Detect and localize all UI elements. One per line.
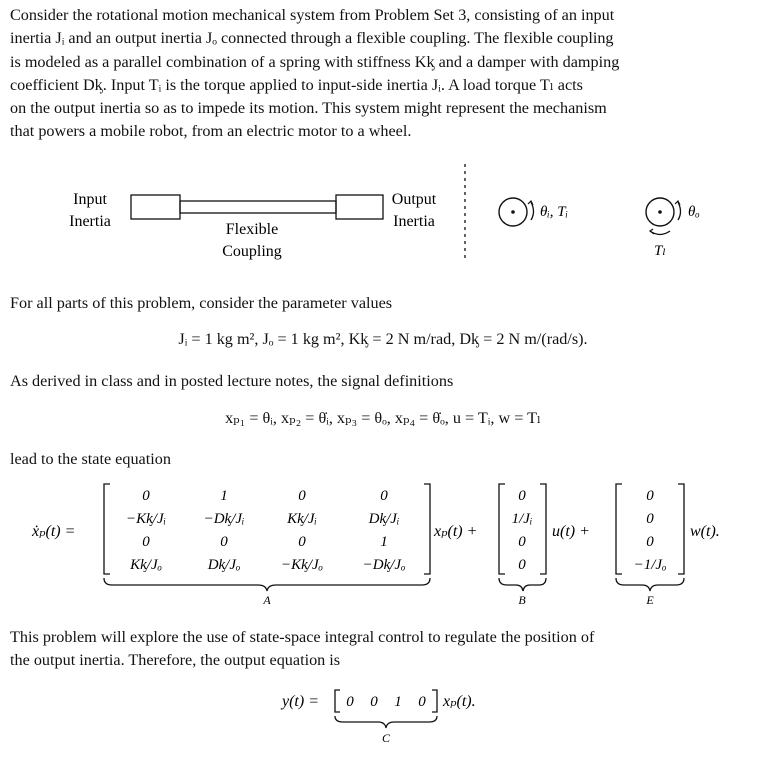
matrix-A-cell: 1	[380, 534, 388, 550]
matrix-A-cell: Kᶄ/Jₒ	[130, 557, 162, 573]
matrix-C-label: C	[381, 731, 391, 745]
vector-E-cell: 0	[646, 511, 654, 527]
matrix-A-cell: 0	[298, 488, 306, 504]
output-eq-lhs: y(t) =	[282, 693, 319, 710]
matrix-C-cell: 1	[394, 694, 402, 710]
matrix-C-left-bracket	[335, 690, 340, 712]
intro-line-5: on the output inertia so as to impede its motion. This system might represent the mechanism	[10, 99, 607, 118]
matrix-A-left-bracket	[104, 484, 110, 574]
matrix-A-underbrace	[104, 578, 430, 591]
params-equation: Jᵢ = 1 kg m², Jₒ = 1 kg m², Kᶄ = 2 N m/rad, Dᶄ = 2 N m/(rad/s).	[178, 330, 588, 348]
input-inertia-box	[131, 195, 180, 219]
matrix-A-cell: −Dᶄ/Jₒ	[362, 557, 406, 573]
output-equation	[0, 682, 766, 762]
vector-E-left-bracket	[616, 484, 622, 574]
vector-E-label: E	[646, 593, 654, 607]
vector-B-cell: 0	[518, 557, 526, 573]
input-rotation-arrowhead-icon	[528, 201, 533, 205]
matrix-A-label: A	[263, 593, 271, 607]
vector-B-cell: 1/Jᵢ	[511, 511, 533, 527]
vector-E-cell: 0	[646, 488, 654, 504]
intro-line-4: coefficient Dᶄ. Input Tᵢ is the torque applied to input-side inertia Jᵢ. A load torque Tₗ acts	[10, 75, 583, 94]
input-inertia-label-2: Inertia	[69, 213, 111, 230]
output-inertia-label-1: Output	[391, 191, 437, 208]
closing-paragraph	[10, 626, 758, 673]
intro-paragraph	[10, 4, 758, 144]
closing-line-1: This problem will explore the use of state-space integral control to regulate the position of	[10, 628, 595, 646]
matrix-C-cell: 0	[418, 694, 426, 710]
state-eq-lhs: ẋₚ(t) =	[32, 523, 76, 540]
output-rotation-arrowhead-icon	[675, 201, 680, 205]
coupling-label-2: Coupling	[222, 243, 282, 260]
matrix-A-cell: 0	[142, 488, 150, 504]
vector-E-underbrace	[616, 578, 684, 591]
xp-term: xₚ(t) +	[434, 523, 478, 540]
matrix-C-underbrace	[335, 716, 437, 728]
input-shaft-center-icon	[511, 210, 515, 214]
matrix-A-cell: Dᶄ/Jₒ	[207, 557, 241, 573]
output-inertia-box	[336, 195, 383, 219]
output-angle-label: θₒ	[688, 204, 700, 220]
vector-E	[634, 488, 667, 573]
flexible-coupling-box	[180, 201, 336, 213]
matrix-A-cell: −Kᶄ/Jᵢ	[126, 511, 166, 527]
matrix-A-cell: −Dᶄ/Jᵢ	[203, 511, 245, 527]
vector-B-cell: 0	[518, 534, 526, 550]
intro-line-1: Consider the rotational motion mechanical system from Problem Set 3, consisting of an input	[10, 6, 615, 24]
state-equation	[0, 478, 766, 608]
intro-line-6: that powers a mobile robot, from an electric motor to a wheel.	[10, 122, 412, 141]
signals-intro: As derived in class and in posted lecture notes, the signal definitions	[10, 372, 454, 390]
output-shaft-center-icon	[658, 210, 662, 214]
matrix-A-cell: 0	[298, 534, 306, 550]
matrix-A-cell: 1	[220, 488, 228, 504]
input-angle-torque-label: θᵢ, Tᵢ	[540, 204, 568, 220]
signals-equation: xₚ₁ = θᵢ, xₚ₂ = θ̇ᵢ, xₚ₃ = θₒ, xₚ₄ = θ̇ₒ, u = Tᵢ, w = Tₗ	[225, 409, 541, 427]
vector-B	[512, 488, 533, 573]
u-term: u(t) +	[552, 523, 590, 540]
matrix-A-cell: 0	[220, 534, 228, 550]
load-torque-label: Tₗ	[654, 243, 666, 259]
matrix-A	[126, 488, 405, 573]
matrix-A-cell: Dᶄ/Jᵢ	[368, 511, 400, 527]
vector-E-cell: 0	[646, 534, 654, 550]
state-intro: lead to the state equation	[10, 450, 171, 468]
matrix-C	[346, 694, 426, 710]
intro-line-3: is modeled as a parallel combination of a spring with stiffness Kᶄ and a damper with damping	[10, 52, 620, 71]
load-torque-arrowhead-icon	[650, 229, 654, 234]
matrix-C-cell: 0	[370, 694, 378, 710]
matrix-A-cell: Kᶄ/Jᵢ	[287, 511, 317, 527]
w-term: w(t).	[690, 523, 720, 540]
vector-B-right-bracket	[540, 484, 546, 574]
vector-B-left-bracket	[499, 484, 505, 574]
closing-line-2: the output inertia. Therefore, the output equation is	[10, 651, 341, 670]
coupling-label-1: Flexible	[225, 221, 279, 238]
matrix-A-cell: 0	[142, 534, 150, 550]
matrix-A-cell: 0	[380, 488, 388, 504]
vector-B-cell: 0	[518, 488, 526, 504]
matrix-A-cell: −Kᶄ/Jₒ	[281, 557, 323, 573]
mechanical-diagram	[0, 150, 766, 270]
intro-line-2: inertia Jᵢ and an output inertia Jₒ connected through a flexible coupling. The flexible coupling	[10, 29, 614, 48]
output-eq-rhs: xₚ(t).	[443, 693, 476, 710]
input-inertia-label-1: Input	[73, 191, 107, 208]
vector-B-underbrace	[499, 578, 546, 591]
vector-B-label: B	[518, 593, 526, 607]
output-inertia-label-2: Inertia	[393, 213, 435, 230]
vector-E-right-bracket	[678, 484, 684, 574]
params-intro: For all parts of this problem, consider the parameter values	[10, 294, 393, 312]
matrix-C-right-bracket	[432, 690, 437, 712]
vector-E-cell: −1/Jₒ	[633, 557, 667, 573]
matrix-A-right-bracket	[424, 484, 430, 574]
matrix-C-cell: 0	[346, 694, 354, 710]
